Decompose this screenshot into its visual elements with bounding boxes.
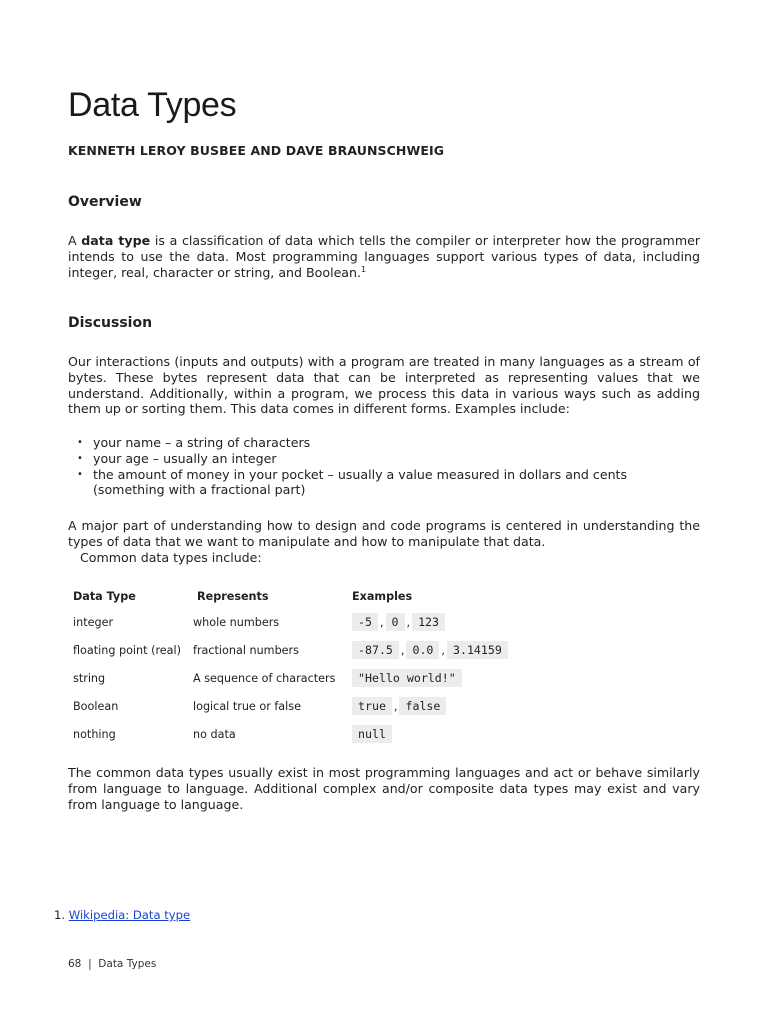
represents-cell: whole numbers bbox=[193, 615, 280, 629]
list-item: • your age – usually an integer bbox=[77, 450, 277, 466]
table-header-row bbox=[68, 584, 513, 608]
type-cell: Boolean bbox=[73, 699, 119, 713]
discussion-paragraph-4: The common data types usually exist in most programming languages and act or behave similarly from language to language. Additional complex and/or composite data types may exist and vary from language to language. bbox=[68, 765, 700, 812]
examples-list bbox=[68, 435, 700, 498]
discussion-paragraph-2: A major part of understanding how to design and code programs is centered in understanding the types of data that we want to manipulate and how to manipulate that data. bbox=[68, 518, 700, 549]
examples-cell: -5 , 0 , 123 bbox=[347, 608, 513, 636]
footnote-link[interactable]: Wikipedia: Data type bbox=[68, 908, 191, 922]
column-header: Represents bbox=[197, 589, 269, 603]
footnote-ref[interactable]: 1 bbox=[361, 264, 367, 274]
table-row bbox=[68, 636, 513, 664]
data-types-table bbox=[68, 584, 513, 748]
data-type-term: data type bbox=[81, 233, 151, 248]
code-example: 0 bbox=[386, 613, 405, 631]
page-footer: 68 | Data Types bbox=[68, 958, 157, 970]
list-item: • your name – a string of characters bbox=[77, 435, 311, 450]
code-example: false bbox=[399, 697, 446, 715]
code-example: 3.14159 bbox=[447, 641, 508, 659]
list-item: • the amount of money in your pocket – usually a value measured in dollars and cents (something with a fractional part) bbox=[77, 466, 628, 498]
table-row bbox=[68, 664, 513, 692]
code-example: 0.0 bbox=[406, 641, 439, 659]
type-cell: integer bbox=[73, 615, 114, 629]
code-example: null bbox=[352, 725, 392, 743]
page-number: 68 bbox=[68, 958, 82, 970]
code-example: 123 bbox=[412, 613, 445, 631]
footnote bbox=[54, 908, 190, 922]
page-title: Data Types bbox=[68, 86, 237, 124]
discussion-heading: Discussion bbox=[68, 315, 153, 331]
code-example: -87.5 bbox=[352, 641, 399, 659]
examples-cell bbox=[347, 720, 513, 748]
code-example: true bbox=[352, 697, 392, 715]
overview-heading: Overview bbox=[68, 194, 142, 210]
column-header: Examples bbox=[352, 589, 413, 603]
type-cell: nothing bbox=[73, 727, 116, 741]
represents-cell: fractional numbers bbox=[193, 643, 299, 657]
overview-paragraph: A data type is a classification of data which tells the compiler or interpreter how the programmer intends to use the data. Most programming languages support various types of data, including integer, real, character or string, and Boolean.$^1$ bbox=[68, 233, 701, 280]
examples-cell bbox=[347, 664, 513, 692]
table-row bbox=[68, 608, 513, 636]
authors: KENNETH LEROY BUSBEE AND DAVE BRAUNSCHWEIG bbox=[68, 143, 445, 158]
discussion-paragraph-1: Our interactions (inputs and outputs) with a program are treated in many languages as a stream of bytes. These bytes represent data that can be interpreted as representing values that we understand. Additionally, within a program, we process this data in various ways such as adding them up or sorting them. This data comes in different forms. Examples include: bbox=[68, 354, 700, 417]
represents-cell: no data bbox=[193, 727, 236, 741]
represents-cell: A sequence of characters bbox=[193, 671, 336, 685]
table-row bbox=[68, 692, 513, 720]
footnote-number: 1. bbox=[54, 908, 66, 922]
section-name: Data Types bbox=[98, 958, 157, 970]
code-example: "Hello world!" bbox=[352, 669, 462, 687]
table-row bbox=[68, 720, 513, 748]
discussion-paragraph-3: Common data types include: bbox=[80, 550, 262, 565]
type-cell: floating point (real) bbox=[73, 643, 182, 657]
column-header: Data Type bbox=[73, 589, 136, 603]
code-example: -5 bbox=[352, 613, 378, 631]
represents-cell: logical true or false bbox=[193, 699, 301, 713]
examples-cell: true , false bbox=[347, 692, 513, 720]
examples-cell: -87.5 , 0.0 , 3.14159 bbox=[347, 636, 513, 664]
type-cell: string bbox=[73, 671, 106, 685]
